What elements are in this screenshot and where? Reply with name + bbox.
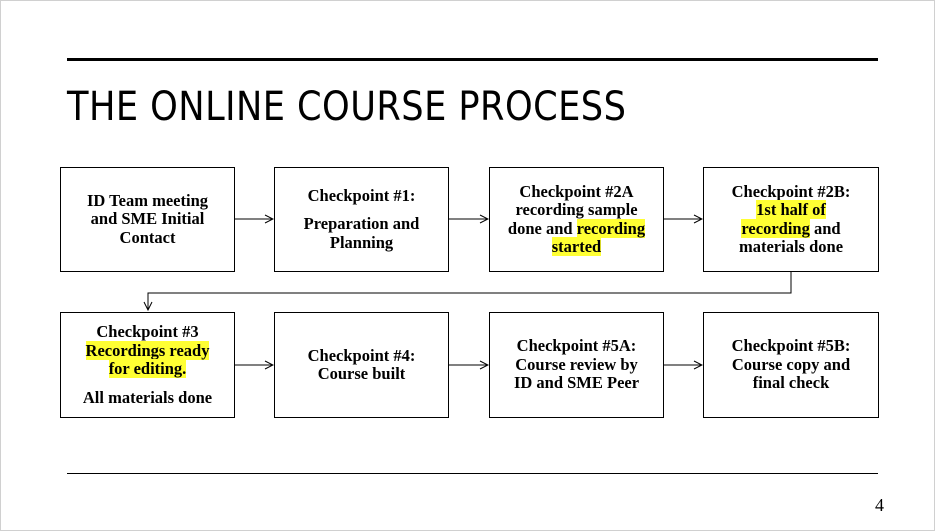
highlighted-text: for editing. xyxy=(108,359,187,378)
box-text: ID and SME Peer xyxy=(513,373,640,393)
box-text-line xyxy=(508,220,645,239)
page-number: 4 xyxy=(875,495,884,515)
highlighted-text: Recordings ready xyxy=(85,340,210,360)
process-box-checkpoint-3 xyxy=(60,312,235,418)
bottom-rule xyxy=(67,473,878,474)
box-text-line xyxy=(552,238,601,257)
highlighted-text: recording xyxy=(576,218,646,238)
box-text-line xyxy=(753,374,830,393)
box-text: Preparation and xyxy=(303,214,420,234)
process-box-checkpoint-2b xyxy=(703,167,879,272)
box-text: Checkpoint #1: xyxy=(307,185,416,205)
box-text: Course copy and xyxy=(731,354,851,374)
box-text-line xyxy=(741,220,840,239)
box-text-line xyxy=(519,183,633,202)
box-text: Course review by xyxy=(515,354,638,374)
box-text-line xyxy=(517,337,637,356)
box-text: Contact xyxy=(119,227,176,247)
box-text-line xyxy=(120,229,176,248)
box-text: Checkpoint #5A: xyxy=(516,336,637,356)
box-text: Checkpoint #3 xyxy=(96,322,199,341)
box-text-line xyxy=(514,374,639,393)
box-text: materials done xyxy=(738,237,844,256)
arrow-2b-to-3 xyxy=(148,272,791,310)
box-text: done and xyxy=(507,218,577,238)
process-box-checkpoint-1 xyxy=(274,167,449,272)
box-text-line xyxy=(732,356,850,375)
highlighted-text: started xyxy=(551,237,602,256)
box-text: recording sample xyxy=(515,200,638,219)
box-text: Course built xyxy=(317,364,406,383)
box-text-line xyxy=(109,360,187,379)
box-text-line xyxy=(308,187,416,206)
slide-title: THE ONLINE COURSE PROCESS xyxy=(67,84,627,130)
box-text-line xyxy=(308,347,416,366)
box-text: final check xyxy=(752,373,830,393)
box-text-line xyxy=(87,192,208,211)
box-text-line xyxy=(91,210,205,229)
top-rule xyxy=(67,58,878,61)
box-text-line xyxy=(732,183,851,202)
process-box-checkpoint-4 xyxy=(274,312,449,418)
box-text: Planning xyxy=(329,232,394,252)
box-text-line xyxy=(739,238,843,257)
box-text: and xyxy=(809,218,841,238)
box-text-line xyxy=(515,356,638,375)
box-text: Checkpoint #5B: xyxy=(731,336,851,356)
box-text: All materials done xyxy=(82,387,213,407)
highlighted-text: 1st half of xyxy=(756,200,826,219)
box-text-line xyxy=(732,337,851,356)
box-text-line xyxy=(304,215,420,234)
box-text: and SME Initial xyxy=(90,209,205,229)
box-text-line xyxy=(515,201,637,220)
process-box-checkpoint-5b xyxy=(703,312,879,418)
box-text-line xyxy=(756,201,826,220)
box-text-line xyxy=(318,365,406,384)
box-text: ID Team meeting xyxy=(87,190,208,210)
box-text-line xyxy=(86,342,210,361)
box-text: Checkpoint #2B: xyxy=(731,181,851,201)
box-text-line xyxy=(330,234,393,253)
box-text-line xyxy=(83,389,212,408)
box-text: Checkpoint #4: xyxy=(307,345,416,365)
process-box-checkpoint-2a xyxy=(489,167,664,272)
process-box-checkpoint-5a xyxy=(489,312,664,418)
highlighted-text: recording xyxy=(741,218,810,238)
box-text: Checkpoint #2A xyxy=(519,181,634,201)
process-box-id-team-meeting xyxy=(60,167,235,272)
box-text-line xyxy=(96,323,198,342)
